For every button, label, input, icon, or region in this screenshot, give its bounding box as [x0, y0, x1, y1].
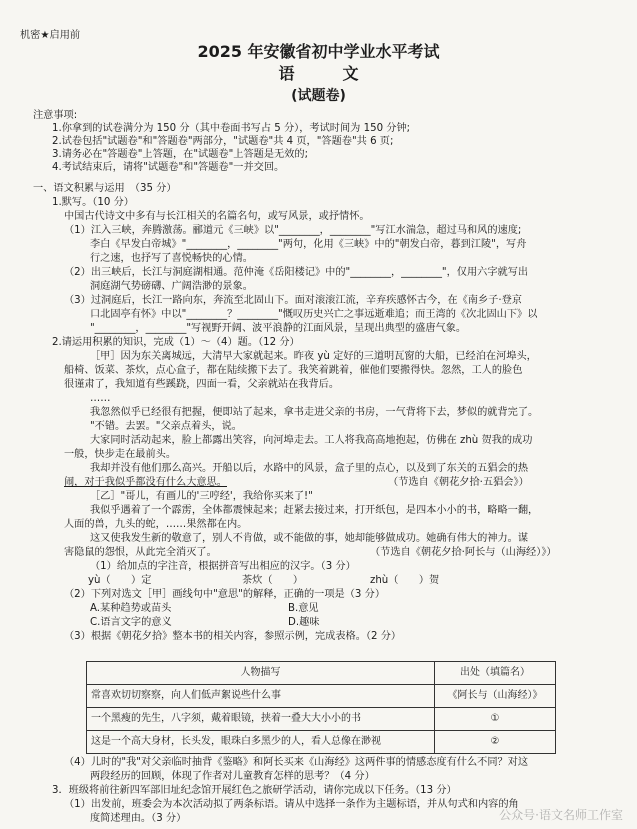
table-header: 出处（填篇名）	[435, 662, 556, 685]
option-c: C.语言文字的意义	[90, 617, 172, 628]
section-heading: 一、语文积累与运用 （35 分）	[33, 183, 177, 194]
question-line: 李白《早发白帝城》"________，________"两句，化用《三峡》中的"朝发白帝，暮到江陵"，写舟	[90, 239, 527, 250]
table-cell: ②	[435, 731, 556, 754]
notice-item: 4.考试结束后，请将"试题卷"和"答题卷"一并交回。	[52, 162, 285, 173]
notice-item: 3.请务必在"答题卷"上答题，在"试题卷"上答题是无效的;	[52, 149, 309, 160]
question-line: 洞庭湖气势磅礴、广阔浩渺的景象。	[90, 281, 253, 292]
question-line: 口北固亭有怀》中以"________？________"慨叹历史兴亡之事远逝难追；而王湾的《次北固山下》以	[90, 309, 538, 320]
question-line: （1）江入三峡，奔腾激荡。郦道元《三峡》以"________，________"写江水湍急，超过马和风的速度;	[64, 225, 522, 236]
passage-line: ［乙］"哥儿，有画儿的'三哼经'，我给你买来了!"	[90, 491, 313, 502]
sub-question: （1）给加点的字注音，根据拼音写出相应的汉字。（3 分）	[90, 561, 356, 572]
passage-source: （节选自《朝花夕拾·阿长与（山海经）》）	[370, 547, 557, 558]
passage-line: "不错。去罢。"父亲点着头，说。	[90, 421, 242, 432]
sub-question: （3）根据《朝花夕拾》整本书的相关内容，参照示例，完成表格。（2 分）	[64, 631, 402, 642]
underlined-sentence: 闹，对于我似乎都没有什么大意思。	[64, 477, 227, 488]
passage-line: 我忽然似乎已经很有把握，便即站了起来，拿书走进父亲的书房，一气背将下去，梦似的就背完了。	[90, 407, 539, 418]
pinyin-blank: zhù（ ）贺	[370, 575, 440, 586]
passage-line: 大家同时活动起来，脸上都露出笑容，向河埠走去。工人将我高高地抱起，仿佛在 zhù 贺我的成功	[90, 435, 533, 446]
watermark: 公众号·语文名师工作室	[499, 808, 623, 822]
question-heading: 1.默写。（10 分）	[52, 197, 134, 208]
table-cell: 这是一个高大身材，长头发，眼珠白多黑少的人，看人总像在渺视	[87, 731, 435, 754]
sub-question: 度简述理由。（3 分）	[90, 813, 187, 824]
passage-ellipsis: ……	[90, 393, 111, 404]
pinyin-blank: yù（ ）定	[88, 575, 152, 586]
question-intro: 中国古代诗文中多有与长江相关的名篇名句，或写风景，或抒情怀。	[64, 211, 370, 222]
question-heading: 2.请运用积累的知识，完成（1）～（4）题。（12 分）	[52, 337, 300, 348]
passage-line: 害隐鼠的怨恨，从此完全消灭了。	[64, 547, 217, 558]
subject-title: 语文	[278, 64, 407, 83]
secret-label: 机密★启用前	[20, 30, 81, 41]
question-line: "________，________"写视野开阔、波平浪静的江面风景，呈现出典型的盛唐气象。	[90, 323, 467, 334]
table-row	[87, 731, 556, 754]
pinyin-blank: 茶炊（ ）	[242, 575, 304, 586]
question-line: 行之速，也抒写了喜悦畅快的心情。	[90, 253, 253, 264]
notice-item: 1.你拿到的试卷满分为 150 分（其中卷面书写占 5 分），考试时间为 150 分钟;	[52, 123, 411, 134]
question-line: （2）出三峡后，长江与洞庭湖相通。范仲淹《岳阳楼记》中的"________，________"，仅用六字就写出	[64, 267, 529, 278]
option-d: D.趣味	[288, 617, 320, 628]
table-row	[87, 685, 556, 708]
paper-type: (试题卷)	[291, 88, 346, 104]
passage-line: 我似乎遇着了一个霹雳，全体都震悚起来；赶紧去接过来，打开纸包，是四本小小的书，略略一翻，	[90, 505, 539, 516]
sub-question: （4）儿时的"我"对父亲临时抽背《鉴略》和阿长买来《山海经》这两件事的情感态度有什么不同？对这	[64, 757, 529, 768]
sub-question: 两段经历的回顾，体现了作者对儿童教育怎样的思考？（4 分）	[90, 771, 375, 782]
question-line: （3）过洞庭后，长江一路向东，奔流至北固山下。面对滚滚江流，辛弃疾感怀古今，在《南乡子·登京	[64, 295, 522, 306]
passage-line: 很谨肃了，我知道有些蹊跷，四面一看，父亲就站在我背后。	[64, 379, 340, 390]
option-b: B.意见	[288, 603, 319, 614]
passage-line: 我却并没有他们那么高兴。开船以后，水路中的风景，盒子里的点心，以及到了东关的五猖会的热	[90, 463, 529, 474]
exam-title: 2025 年安徽省初中学业水平考试	[197, 42, 440, 61]
option-a: A.某种趋势或苗头	[90, 603, 172, 614]
notice-item: 2.试卷包括"试题卷"和"答题卷"两部分，"试题卷"共 4 页，"答题卷"共 6 页;	[52, 136, 394, 147]
table-header: 人物描写	[87, 662, 435, 685]
question-heading: 3．班级将前往新四军部旧址纪念馆开展红色之旅研学活动，请你完成以下任务。（13 分）	[52, 785, 457, 796]
table-cell: 一个黑瘦的先生，八字须，戴着眼镜，挟着一叠大大小小的书	[87, 708, 435, 731]
table-header-row	[87, 662, 556, 685]
passage-line: 船椅、饭菜、茶炊，点心盒子，都在陆续搬下去了。我笑着跳着，催他们要搬得快。忽然，工人的脸色	[64, 365, 523, 376]
sub-question: （1）出发前，班委会为本次活动拟了两条标语。请从中选择一条作为主题标语，并从句式和内容的角	[64, 799, 519, 810]
table-cell: 常喜欢切切察察，向人们低声絮说些什么事	[87, 685, 435, 708]
passage-source: （节选自《朝花夕拾·五猖会》）	[388, 477, 529, 488]
notice-heading: 注意事项:	[33, 110, 78, 121]
table-cell: ①	[435, 708, 556, 731]
sub-question: （2）下列对选文［甲］画线句中"意思"的解释，正确的一项是（3 分）	[64, 589, 386, 600]
passage-line: 人面的兽，九头的蛇，……果然都在内。	[64, 519, 248, 530]
passage-line: 这又使我发生新的敬意了，别人不肯做，或不能做的事，她却能够做成功。她确有伟大的神力。谋	[90, 533, 529, 544]
character-table	[86, 661, 556, 754]
table-row	[87, 708, 556, 731]
table-cell: 《阿长与（山海经）》	[435, 685, 556, 708]
passage-line: 一般，快步走在最前头。	[64, 449, 177, 460]
passage-line: ［甲］因为东关离城远，大清早大家就起来。昨夜 yù 定好的三道明瓦窗的大船，已经泊在河埠头，	[90, 351, 537, 362]
